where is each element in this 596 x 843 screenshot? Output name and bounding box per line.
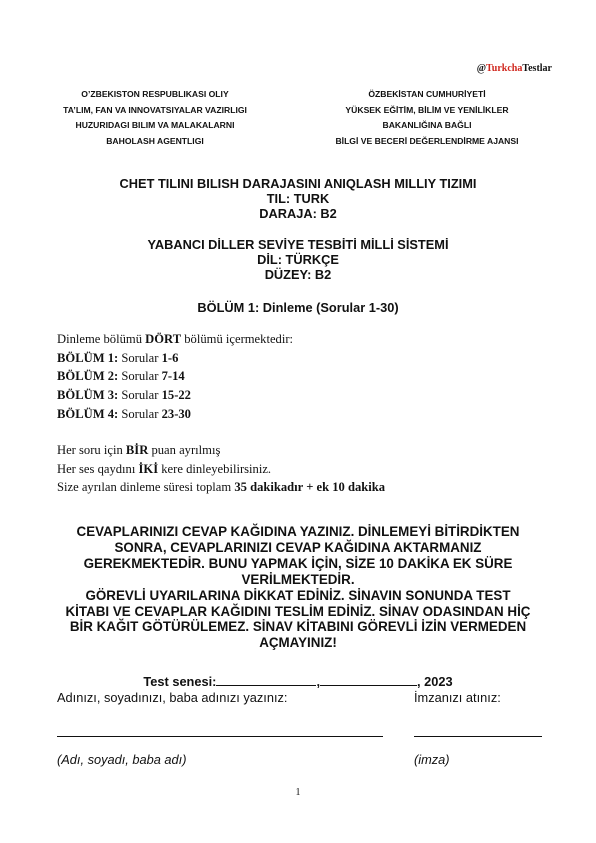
part-range: 7-14	[161, 369, 185, 384]
plays-text: kere dinleyebilirsiniz.	[158, 461, 272, 476]
signature-field-line[interactable]	[414, 736, 542, 737]
intro-text: Dinleme bölümü	[57, 332, 146, 346]
title-line: DİL: TÜRKÇE	[257, 252, 339, 267]
title-line: YABANCI DİLLER SEVİYE TESBİTİ MİLLİ SİSTEMİ	[147, 237, 449, 252]
points-text: Her soru için	[57, 443, 126, 457]
institution-tr	[302, 87, 552, 149]
part-range: 15-22	[161, 388, 191, 403]
intro-line	[57, 330, 293, 349]
plays-text: Her ses qaydını	[57, 461, 139, 476]
test-date-label: Test senesi:	[143, 674, 217, 689]
brand-watermark	[477, 63, 552, 74]
section-title: BÖLÜM 1: Dinleme (Sorular 1-30)	[197, 300, 399, 315]
title-line: TIL: TURK	[266, 191, 330, 206]
institution-tr-line: BİLGİ VE BECERİ DEĞERLENDİRME AJANSI	[335, 135, 519, 146]
points-line	[57, 441, 385, 460]
institution-tr-line: YÜKSEK EĞİTİM, BİLİM VE YENİLİKLER	[345, 104, 509, 115]
brand-red: Turkcha	[486, 63, 523, 74]
institution-uz-line: BAHOLASH AGENTLIGI	[106, 135, 204, 146]
duration-text: Size ayrılan dinleme süresi toplam	[57, 480, 235, 495]
institution-uz-line: O’ZBEKISTON RESPUBLIKASI OLIY	[81, 89, 229, 99]
part-line	[57, 367, 293, 386]
warning-line: KİTABI VE CEVAPLAR KAĞIDINI TESLİM EDİNİZ. SİNAV ODASINDAN HİÇ	[65, 603, 531, 619]
test-date-day-field[interactable]	[216, 673, 316, 686]
part-text: Sorular	[118, 369, 162, 384]
title-block-uz	[0, 176, 596, 221]
duration-line	[57, 478, 385, 497]
title-line: CHET TILINI BILISH DARAJASINI ANIQLASH MILLIY TIZIMI	[119, 176, 477, 191]
part-line	[57, 386, 293, 405]
test-date-row	[0, 673, 596, 689]
institution-tr-line: BAKANLIĞINA BAĞLI	[382, 120, 472, 130]
title-line: DARAJA: B2	[259, 206, 337, 221]
part-line	[57, 405, 293, 424]
name-note: (Adı, soyadı, baba adı)	[57, 752, 187, 767]
warning-line: BİR KAĞIT GÖTÜRÜLEMEZ. SİNAV KİTABINI GÖREVLİ İZİN VERMEDEN	[69, 619, 527, 635]
institution-uz-line: HUZURIDAGI BILIM VA MALAKALARNI	[75, 120, 235, 130]
part-text: Sorular	[118, 406, 162, 421]
part-range: 1-6	[161, 350, 179, 365]
title-line: DÜZEY: B2	[264, 267, 332, 282]
intro-bold: DÖRT	[145, 332, 182, 346]
institution-tr-line: ÖZBEKİSTAN CUMHURİYETİ	[368, 89, 486, 99]
part-label: BÖLÜM 4:	[57, 406, 119, 421]
name-field-line[interactable]	[57, 736, 383, 737]
part-text: Sorular	[118, 350, 162, 365]
part-line	[57, 349, 293, 368]
signature-note: (imza)	[414, 752, 450, 767]
part-range: 23-30	[161, 406, 191, 421]
part-label: BÖLÜM 1:	[57, 350, 119, 365]
intro-text: bölümü içermektedir:	[181, 332, 294, 346]
warning-line: GÖREVLİ UYARILARINA DİKKAT EDİNİZ. SİNAVIN SONUNDA TEST	[85, 587, 511, 603]
brand-rest: Testlar	[522, 63, 552, 74]
warning-line: GEREKMEKTEDİR. BUNU YAPMAK İÇİN, SİZE 10 DAKİKA EK SÜRE	[83, 555, 513, 571]
plays-bold: İKİ	[138, 461, 159, 476]
brand-at: @	[476, 63, 487, 74]
test-date-month-field[interactable]	[320, 673, 417, 686]
scoring-info	[57, 441, 385, 497]
part-label: BÖLÜM 2:	[57, 369, 119, 384]
page-number: 1	[295, 787, 301, 798]
warning-line: CEVAPLARINIZI CEVAP KAĞIDINA YAZINIZ. DİNLEMEYİ BİTİRDİKTEN	[76, 524, 520, 539]
exam-warning	[40, 524, 556, 651]
plays-line	[57, 460, 385, 479]
test-date-year: , 2023	[417, 674, 453, 689]
part-text: Sorular	[118, 388, 162, 403]
institution-uz	[30, 87, 280, 149]
points-text: puan ayrılmış	[148, 443, 221, 457]
section-info	[57, 330, 293, 424]
name-prompt: Adınızı, soyadınızı, baba adınızı yazınız:	[57, 690, 288, 705]
part-label: BÖLÜM 3:	[57, 388, 119, 403]
test-date-comma: ,	[316, 674, 320, 689]
duration-bold: 35 dakikadır + ek 10 dakika	[234, 480, 386, 495]
institution-uz-line: TA’LIM, FAN VA INNOVATSIYALAR VAZIRLIGI	[63, 104, 247, 115]
title-block-tr	[0, 237, 596, 282]
points-bold: BİR	[125, 443, 149, 457]
signature-prompt: İmzanızı atınız:	[414, 690, 501, 705]
warning-line: AÇMAYINIZ!	[259, 635, 337, 651]
warning-line: SONRA, CEVAPLARINIZI CEVAP KAĞIDINA AKTARMANIZ	[114, 539, 482, 555]
warning-line: VERİLMEKTEDİR.	[241, 571, 355, 587]
